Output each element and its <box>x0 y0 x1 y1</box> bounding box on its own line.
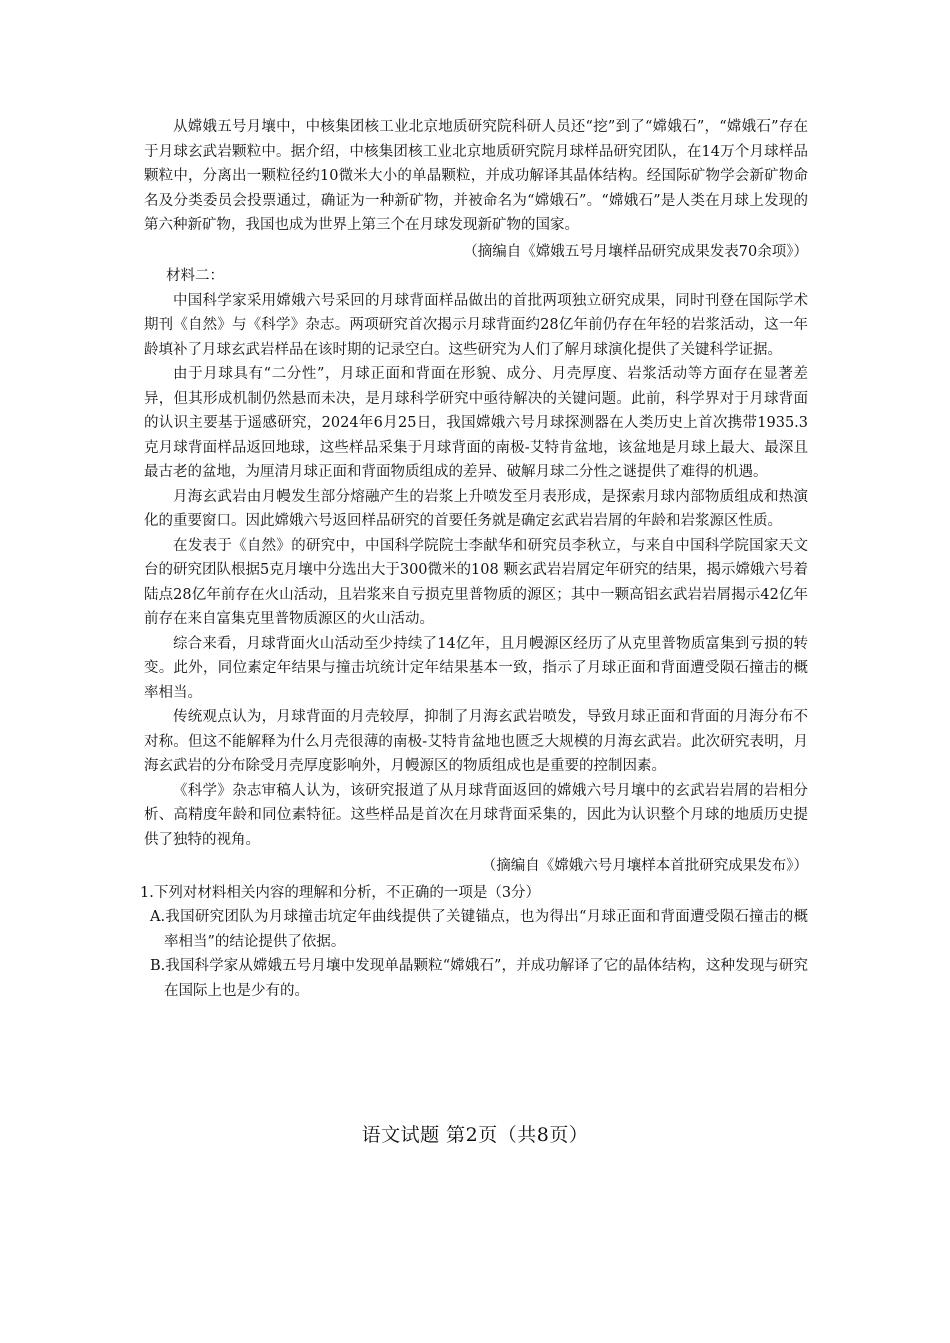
material2-paragraph-2: 由于月球具有“二分性”，月球正面和背面在形貌、成分、月壳厚度、岩浆活动等方面存在显著差异，但其形成机制仍然悬而未决，是月球科学研究中亟待解决的关键问题。此前，科学界对于月球背面的认识主要基于遥感研究，2024年6月25日，我国嫦娥六号月球探测器在人类历史上首次携带1935.3克月球背面样品返回地球，这些样品采集于月球背面的南极-艾特肯盆地，该盆地是月球上最大、最深且最古老的盆地，为厘清月球正面和背面物质组成的差异、破解月球二分性之谜提供了难得的机遇。 <box>144 366 808 480</box>
material1-paragraph-1: 从嫦娥五号月壤中，中核集团核工业北京地质研究院科研人员还“挖”到了“嫦娥石”，“嫦娥石”存在于月球玄武岩颗粒中。据介绍，中核集团核工业北京地质研究院月球样品研究团队，在14万个月球样品颗粒中，分离出一颗粒径约10微米大小的单晶颗粒，并成功解译其晶体结构。经国际矿物学会新矿物命名及分类委员会投票通过，确证为一种新矿物，并被命名为“嫦娥石”。“嫦娥石”是人类在月球上发现的第六种新矿物，我国也成为世界上第三个在月球发现新矿物的国家。 <box>144 119 808 233</box>
material2-paragraph-7: 《科学》杂志审稿人认为，该研究报道了从月球背面返回的嫦娥六号月壤中的玄武岩岩屑的岩相分析、高精度年龄和同位素特征。这些样品是首次在月球背面采集的，因此为认识整个月球的地质历史提供了独特的视角。 <box>144 782 808 848</box>
material2-paragraph-3: 月海玄武岩由月幔发生部分熔融产生的岩浆上升喷发至月表形成，是探索月球内部物质组成和热演化的重要窗口。因此嫦娥六号返回样品研究的首要任务就是确定玄武岩岩屑的年龄和岩浆源区性质。 <box>144 488 808 529</box>
material2-paragraph-4: 在发表于《自然》的研究中，中国科学院院士李献华和研究员李秋立，与来自中国科学院国家天文台的研究团队根据5克月壤中分选出大于300微米的108 颗玄武岩岩屑定年研究的结果，揭示嫦娥六号着陆点28亿年前存在火山活动，且岩浆来自亏损克里普物质的源区；其中一颗高铝玄武岩岩屑揭示42亿年前存在来自富集克里普物质源区的火山活动。 <box>144 537 808 627</box>
material2-paragraph-6: 传统观点认为，月球背面的月壳较厚，抑制了月海玄武岩喷发，导致月球正面和背面的月海分布不对称。但这不能解释为什么月壳很薄的南极-艾特肯盆地也匮乏大规模的月海玄武岩。此次研究表明，月海玄武岩的分布除受月壳厚度影响外，月幔源区的物质组成也是重要的控制因素。 <box>144 709 808 774</box>
question-1-option-b: B.我国科学家从嫦娥五号月壤中发现单晶颗粒“嫦娥石”，并成功解译了它的晶体结构，这种发现与研究在国际上也是少有的。 <box>150 958 808 999</box>
page-footer: 语文试题 第2页（共8页） <box>361 1124 589 1146</box>
material2-source: （摘编自《嫦娥六号月壤样本首批研究成果发布》） <box>481 858 808 874</box>
material2-paragraph-5: 综合来看，月球背面火山活动至少持续了14亿年，且月幔源区经历了从克里普物质富集到亏损的转变。此外，同位素定年结果与撞击坑统计定年结果基本一致，指示了月球正面和背面遭受陨石撞击的概率相当。 <box>144 635 808 701</box>
material1-source: （摘编自《嫦娥五号月壤样品研究成果发表70余项》） <box>463 243 808 260</box>
material2-title: 材料二： <box>166 268 224 284</box>
material2-paragraph-1: 中国科学家采用嫦娥六号采回的月球背面样品做出的首批两项独立研究成果，同时刊登在国际学术期刊《自然》与《科学》杂志。两项研究首次揭示月球背面约28亿年前仍存在年轻的岩浆活动，这一年龄填补了月球玄武岩样品在该时期的记录空白。这些研究为人们了解月球演化提供了关键科学证据。 <box>144 292 808 358</box>
question-1-option-a: A.我国研究团队为月球撞击坑定年曲线提供了关键锚点，也为得出“月球正面和背面遭受陨石撞击的概率相当”的结论提供了依据。 <box>150 909 808 950</box>
page-content <box>140 115 808 1003</box>
question-1-stem: 1.下列对材料相关内容的理解和分析，不正确的一项是（3分） <box>140 884 541 901</box>
